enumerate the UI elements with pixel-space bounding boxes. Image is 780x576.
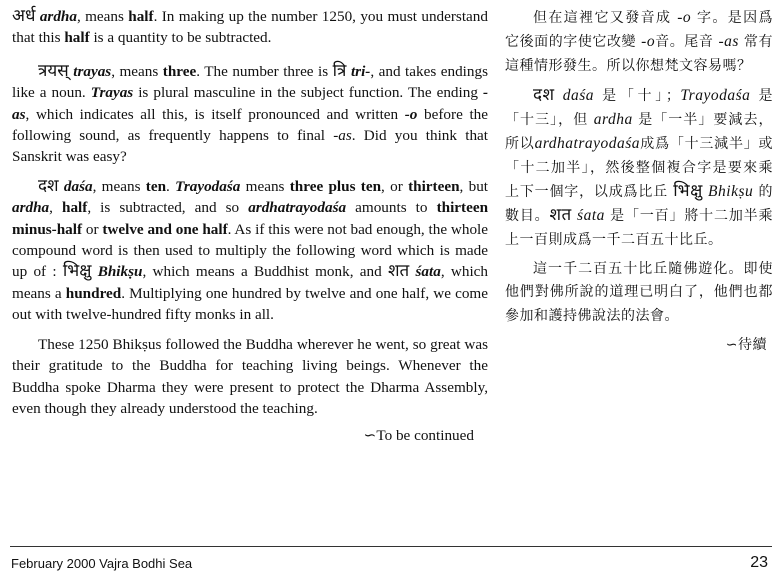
continuation-ornament-icon: ∽ <box>725 336 738 353</box>
to-be-continued: ∽To be continued <box>363 427 474 445</box>
term: ardha <box>39 8 77 25</box>
zh-to-be-continued: ∽待續 <box>725 336 767 353</box>
zh-paragraph-3: 這一千二百五十比丘隨佛遊化。即使他們對佛所說的道理已明白了，他們也都參加和護持佛說法的法會。 <box>505 260 773 324</box>
english-column <box>12 6 488 447</box>
devanagari-word: अर्ध <box>12 6 36 26</box>
paragraph-ardha: अर्ध ardha, means half. In making up the number 1250, you must understand that this half is a quantity to be subtracted. <box>12 6 488 47</box>
footer-publication: February 2000 Vajra Bodhi Sea <box>11 556 193 571</box>
devanagari-word: त्रयस् <box>38 60 69 81</box>
chinese-column <box>505 6 773 357</box>
page-number: 23 <box>750 554 768 571</box>
footer-divider <box>10 546 772 547</box>
paragraph-dasa: दश daśa, means ten. Trayodaśa means three plus ten, or thirteen, but ardha, half, is subtracted, and so ardhatrayodaśa amounts to thirteen minus-half or twelve and one half. As if this were not bad enough, the whole compound word is then used to multiply the following word which is made up of : भिक्षु Bhikṣu, which means a Buddhist monk, and शत śata, which means a hundred. Multiplying one hundred by twelve and one half, we come out with twelve-hundred fifty monks in all. <box>12 175 489 324</box>
paragraph-followers: These 1250 Bhikṣus followed the Buddha wherever he went, so great was their gratitude to the Buddha for teaching living beings. Whenever the Buddha spoke Dharma they were present to protect the Dharma Assembly, even though they already understood the teaching. <box>12 335 488 417</box>
paragraph-trayas: त्रयस् trayas, means three. The number three is त्रि tri-, and takes endings like a noun. Trayas is plural masculine in the subject function. The ending -as, which indicates all this, is itself pronounced and written -o before the following sound, as frequently happens to final -as. Did you think that Sanskrit was easy? <box>12 60 489 166</box>
zh-paragraph-1: 但在這裡它又發音成 -o 字。是因爲它後面的字使它改變 -o音。尾音 -as 常有這種情形發生。所以你想梵文容易嗎？ <box>505 9 773 74</box>
zh-paragraph-2: दश daśa 是「十」；Trayodaśa 是「十三」，但 ardha 是「一半」要減去，所以ardhatrayodaśa成爲「十三減半」或「十二加半」，然後整個複合字是要來乘上下一個字，以成爲比丘 भिक्षु Bhikṣu 的數目。शत śata 是「一百」將十二加半乘上一百則成爲一千二百五十比丘。 <box>505 84 774 248</box>
continuation-ornament-icon: ∽ <box>363 427 377 445</box>
